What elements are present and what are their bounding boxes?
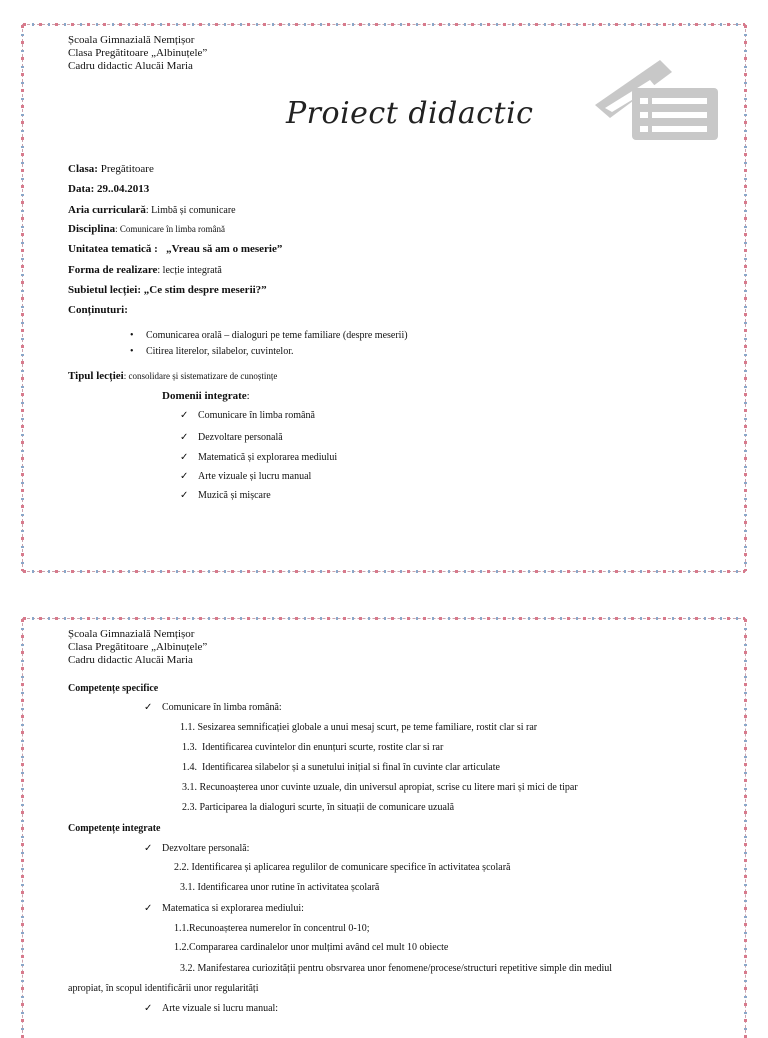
field-class bbox=[68, 163, 154, 175]
field-label: Aria curriculară bbox=[68, 204, 146, 216]
field-contents: Conținuturi: bbox=[68, 304, 128, 316]
competence-item: 1.4. Identificarea silabelor și a sunetului inițial si final în cuvinte clar articulate bbox=[182, 762, 500, 773]
specific-competences-heading: Competențe specifice bbox=[68, 683, 159, 694]
competence-item: 2.2. Identificarea și aplicarea regulilor de comunicare specifice în activitatea școlară bbox=[174, 862, 511, 873]
field-value: : consolidare și sistematizare de cunoștințe bbox=[123, 371, 278, 381]
competence-item: 3.1. Identificarea unor rutine în activitatea școlară bbox=[180, 882, 380, 893]
competence-item: 3.2. Manifestarea curiozității pentru obsrvarea unor fenomene/procese/structuri repetitive simple din mediul bbox=[180, 963, 613, 974]
field-label: Tipul lecției bbox=[68, 370, 124, 382]
field-value: : Comunicare în limba română bbox=[115, 224, 226, 234]
teacher-name: Cadru didactic Alucăi Maria bbox=[68, 60, 193, 72]
document-list-icon bbox=[590, 50, 725, 145]
school-name: Școala Gimnazială Nemțișor bbox=[68, 34, 195, 46]
competence-item-continued: apropiat, în scopul identificării unor regularități bbox=[68, 983, 259, 994]
field-value: : Limbă și comunicare bbox=[145, 205, 236, 216]
competence-item: 2.3. Participarea la dialoguri scurte, în situații de comunicare uzuală bbox=[182, 802, 455, 813]
field-label: Subietul lecției bbox=[68, 284, 138, 296]
competence-item: 1.1. Sesizarea semnificației globale a unui mesaj scurt, pe teme familiare, rostit clar si rar bbox=[180, 722, 538, 733]
field-value: : „Ce stim despre meserii?” bbox=[137, 284, 267, 296]
field-lesson-type bbox=[68, 370, 277, 382]
domain-item: ✓ Dezvoltare personală bbox=[198, 432, 283, 443]
field-curricular-area bbox=[68, 204, 236, 216]
competence-group: ✓ Arte vizuale si lucru manual: bbox=[162, 1003, 278, 1014]
page-title: Proiect didactic bbox=[286, 96, 534, 131]
domain-item: ✓ Matematică și explorarea mediului bbox=[198, 452, 337, 463]
competence-item: 1.2.Compararea cardinalelor unor mulțimi având cel mult 10 obiecte bbox=[174, 942, 449, 953]
field-date bbox=[68, 183, 149, 195]
competence-item: 1.3. Identificarea cuvintelor din enunțuri scurte, rostite clar si rar bbox=[182, 742, 444, 753]
field-label: Disciplina bbox=[68, 223, 116, 235]
domain-item: ✓ Arte vizuale și lucru manual bbox=[198, 471, 311, 482]
field-thematic-unit bbox=[68, 243, 282, 255]
integrated-competences-heading: Competențe integrate bbox=[68, 823, 161, 834]
integrated-domains-heading bbox=[162, 390, 250, 402]
domain-item: ✓ Muzică și mișcare bbox=[198, 490, 271, 501]
class-name: Clasa Pregătitoare „Albinuțele” bbox=[68, 641, 208, 653]
competence-group: ✓ Matematica si explorarea mediului: bbox=[162, 903, 304, 914]
field-value: Pregătitoare bbox=[97, 163, 154, 175]
teacher-name: Cadru didactic Alucăi Maria bbox=[68, 654, 193, 666]
heading-colon: : bbox=[246, 390, 250, 402]
field-label: Unitatea tematică : bbox=[68, 243, 158, 255]
competence-group: ✓ Comunicare în limba română: bbox=[162, 702, 282, 713]
field-label: Data bbox=[68, 183, 91, 195]
field-label: Clasa: bbox=[68, 163, 98, 175]
field-label: Forma de realizare bbox=[68, 264, 158, 276]
field-value: : lecție integrată bbox=[157, 265, 222, 276]
competence-item: 1.1.Recunoașterea numerelor în concentrul 0-10; bbox=[174, 923, 370, 934]
field-realization-form bbox=[68, 264, 222, 276]
field-value: : 29..04.2013 bbox=[90, 183, 150, 195]
content-item: • Citirea literelor, silabelor, cuvintelor. bbox=[146, 346, 294, 357]
domain-item: ✓ Comunicare în limba română bbox=[198, 410, 315, 421]
field-lesson-subject bbox=[68, 284, 267, 296]
field-discipline bbox=[68, 223, 225, 235]
competence-item: 3.1. Recunoașterea unor cuvinte uzuale, din universul apropiat, scrise cu litere mari și mici de tipar bbox=[182, 782, 578, 793]
competence-group: ✓ Dezvoltare personală: bbox=[162, 843, 249, 854]
class-name: Clasa Pregătitoare „Albinuțele” bbox=[68, 47, 208, 59]
school-name: Școala Gimnazială Nemțișor bbox=[68, 628, 195, 640]
field-value: „Vreau să am o meserie” bbox=[157, 243, 283, 255]
content-item: • Comunicarea orală – dialoguri pe teme familiare (despre meserii) bbox=[146, 330, 408, 341]
heading-label: Domenii integrate bbox=[162, 390, 247, 402]
